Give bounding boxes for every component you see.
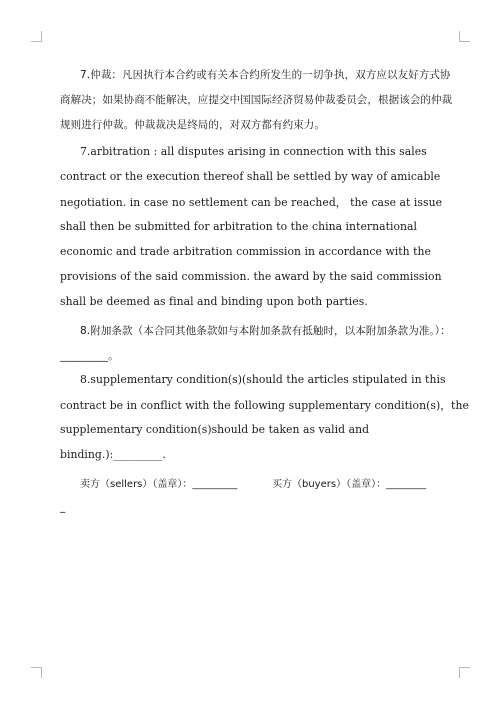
trailing-mark: _ bbox=[60, 501, 66, 513]
supplementary-en-line-3: supplementary condition(s)should be taken as valid and bbox=[60, 423, 370, 436]
crop-mark-bottom-left bbox=[31, 667, 42, 678]
crop-mark-top-right bbox=[459, 31, 470, 42]
arbitration-en-line-2: contract or the execution thereof shall be settled by way of amicable bbox=[60, 170, 441, 183]
crop-mark-top-left bbox=[31, 31, 42, 42]
arbitration-en-line-5: economic and trade arbitration commission in accordance with the bbox=[60, 245, 431, 258]
crop-mark-bottom-right bbox=[459, 667, 470, 678]
supplementary-en-line-2: contract be in conflict with the following supplementary condition(s)，the bbox=[60, 399, 469, 412]
arbitration-en-line-7: shall be deemed as final and binding upon both parties. bbox=[60, 295, 368, 308]
seller-signature-line: 卖方（sellers）（盖章）：_________ bbox=[80, 479, 238, 490]
arbitration-en-line-1: 7.arbitration : all disputes arising in connection with this sales bbox=[80, 145, 427, 158]
supplementary-cn-line-1: 8.附加条款（本合同其他条款如与本附加条款有抵触时，以本附加条款为准。）： bbox=[80, 325, 451, 337]
supplementary-en-line-4: binding.):_________. bbox=[60, 448, 166, 461]
arbitration-cn-line-3: 规则进行仲裁。仲裁裁决是终局的，对双方都有约束力。 bbox=[60, 119, 325, 131]
buyer-signature-line: 买方（buyers）（盖章）：________ bbox=[272, 479, 427, 490]
supplementary-cn-line-2: _________。 bbox=[60, 350, 119, 362]
arbitration-cn-line-2: 商解决；如果协商不能解决，应提交中国国际经济贸易仲裁委员会，根据该会的仲裁 bbox=[60, 94, 453, 106]
arbitration-cn-line-1: 7.仲裁：凡因执行本合约或有关本合约所发生的一切争执，双方应以友好方式协 bbox=[80, 69, 451, 81]
supplementary-en-line-1: 8.supplementary condition(s)(should the articles stipulated in this bbox=[80, 373, 446, 386]
arbitration-en-line-4: shall then be submitted for arbitration to the china international bbox=[60, 220, 418, 233]
arbitration-en-line-3: negotiation. in case no settlement can be reached， the case at issue bbox=[60, 196, 443, 209]
arbitration-en-line-6: provisions of the said commission. the award by the said commission bbox=[60, 270, 442, 283]
